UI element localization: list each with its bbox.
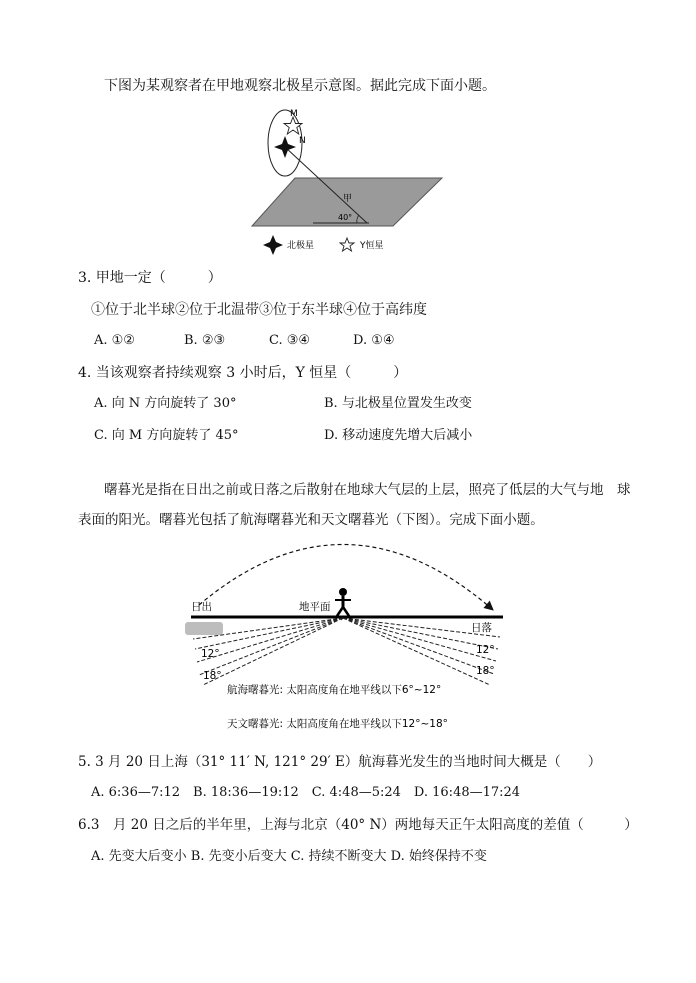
legend-polaris: 北极星 — [287, 241, 315, 251]
q5-options[interactable]: A. 6:36—7:12 B. 18:36—19:12 C. 4:48—5:24 D. 16:48—17:24 — [91, 785, 521, 800]
q4-option-c[interactable]: C. 向 M 方向旋转了 45° — [94, 428, 239, 443]
intro-text-2b: 表面的阳光。曙暮光包括了航海曙暮光和天文曙暮光（下图）。完成下面小题。 — [78, 512, 544, 528]
q4-option-a[interactable]: A. 向 N 方向旋转了 30° — [94, 396, 237, 411]
q3-option-d[interactable]: D. ①④ — [353, 333, 395, 348]
intro-text-2a: 曙暮光是指在日出之前或日落之后散射在地球大气层的上层，照亮了低层的大气与地 球 — [104, 482, 631, 498]
q3-option-c[interactable]: C. ③④ — [269, 333, 311, 348]
label-18-left: 18° — [203, 670, 222, 682]
q6-stem: 6.3 月 20 日之后的半年里，上海与北京（40° N）两地每天正午太阳高度的差值（ ） — [78, 817, 638, 833]
label-sunrise: 日出 — [191, 601, 212, 613]
label-12-right: 12° — [476, 644, 495, 656]
astronomical-caption: 天文曙暮光: 太阳高度角在地平线以下12°~18° — [227, 718, 448, 730]
label-12-left: 12° — [201, 648, 220, 660]
q3-statements: ①位于北半球②位于北温带③位于东半球④位于高纬度 — [91, 302, 427, 318]
observer-icon — [335, 588, 351, 616]
angle-label: 40° — [338, 213, 353, 222]
legend-y-star: Y恒星 — [360, 241, 384, 251]
legend-polaris-icon — [263, 235, 283, 255]
q3-stem: 3. 甲地一定（ ） — [78, 270, 222, 286]
label-18-right: 18° — [476, 665, 495, 677]
legend-y-star-icon — [340, 238, 354, 251]
q6-options[interactable]: A. 先变大后变小 B. 先变小后变大 C. 持续不断变大 D. 始终保持不变 — [91, 849, 487, 864]
label-jia: 甲 — [343, 194, 353, 204]
q4-option-b[interactable]: B. 与北极星位置发生改变 — [324, 396, 472, 411]
label-n: N — [299, 136, 306, 146]
polaris-figure — [245, 105, 465, 255]
intro-text-1: 下图为某观察者在甲地观察北极星示意图。据此完成下面小题。 — [104, 78, 496, 94]
label-sunset: 日落 — [471, 622, 492, 634]
q4-stem: 4. 当该观察者持续观察 3 小时后，Y 恒星（ ） — [78, 365, 408, 381]
y-star-icon — [284, 117, 302, 134]
q3-option-a[interactable]: A. ①② — [94, 333, 135, 348]
twilight-figure — [185, 537, 515, 737]
label-horizon: 地平面 — [299, 601, 331, 613]
label-m: M — [290, 109, 298, 119]
q4-option-d[interactable]: D. 移动速度先增大后减小 — [324, 428, 473, 443]
q3-option-b[interactable]: B. ②③ — [184, 333, 226, 348]
nautical-caption: 航海曙暮光: 太阳高度角在地平线以下6°~12° — [227, 684, 442, 696]
q5-stem: 5. 3 月 20 日上海（31° 11′ N, 121° 29′ E）航海暮光发生的当地时间大概是（ ） — [78, 754, 602, 770]
